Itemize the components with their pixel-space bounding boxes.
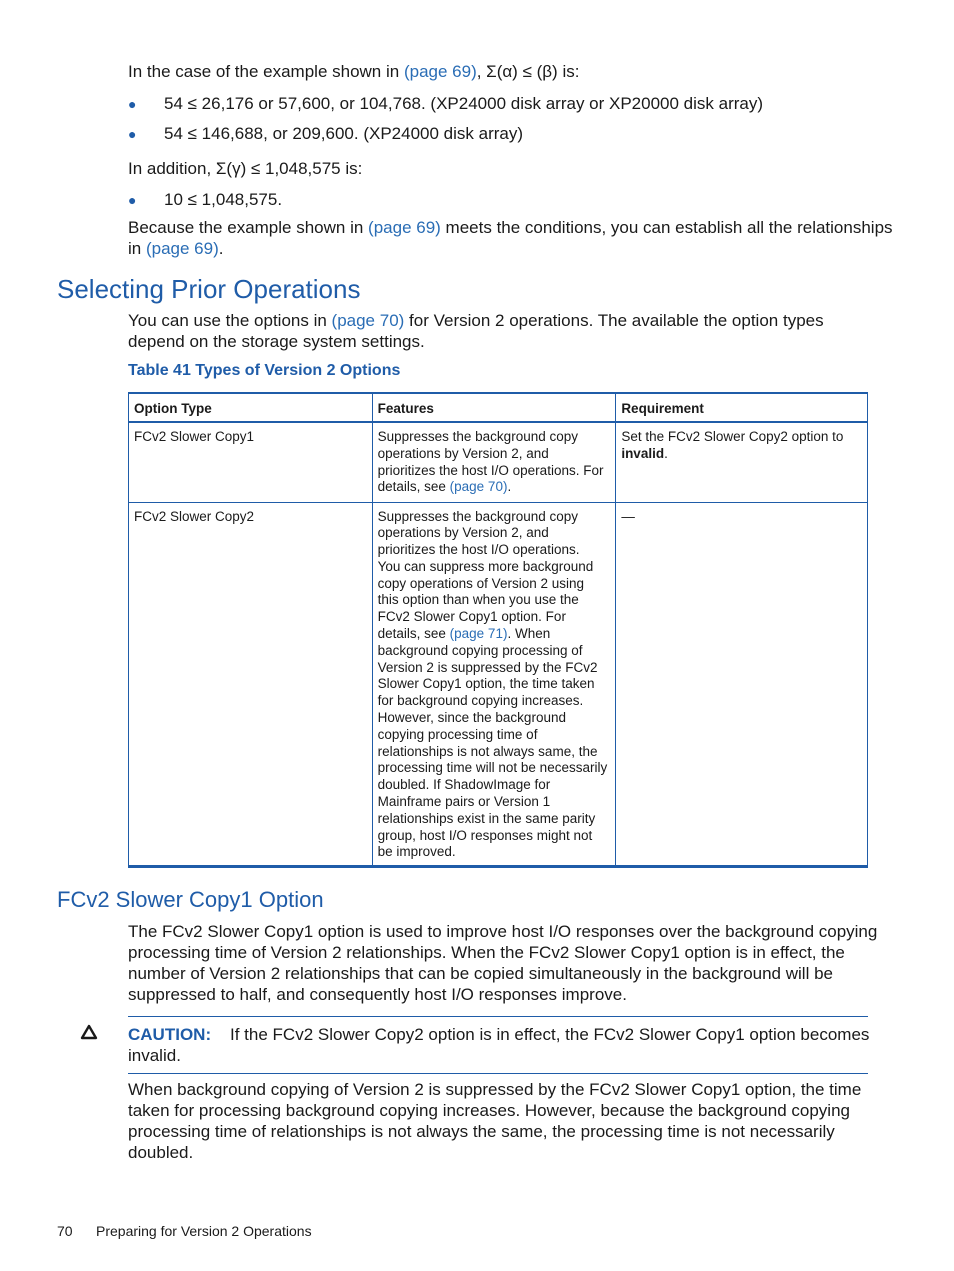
cell-requirement: — bbox=[616, 502, 868, 866]
column-header-features: Features bbox=[372, 393, 616, 422]
cell-text: processing time will not be necessarily bbox=[377, 760, 608, 776]
cell-text: FCv2 Slower Copy1 option. For bbox=[377, 609, 566, 625]
bullet-icon: ● bbox=[128, 96, 137, 112]
section-text: for Version 2 operations. The available the option types bbox=[404, 311, 824, 330]
cell-text: relationships is not always same, the bbox=[377, 743, 598, 759]
intro-paragraph-2: In addition, Σ(γ) ≤ 1,048,575 is: bbox=[128, 159, 363, 178]
list-item-text: 10 ≤ 1,048,575. bbox=[164, 190, 283, 209]
cell-text: . bbox=[664, 445, 668, 461]
subsection-title: FCv2 Slower Copy1 Option bbox=[57, 887, 324, 912]
page-link[interactable]: (page 69) bbox=[368, 218, 441, 237]
cell-text: . When bbox=[507, 626, 551, 642]
intro-text: Because the example shown in bbox=[128, 218, 369, 237]
cell-text: Mainframe pairs or Version 1 bbox=[377, 794, 551, 810]
intro-text: , Σ(α) ≤ (β) is: bbox=[476, 62, 580, 81]
cell-text: this option than when you use the bbox=[377, 592, 579, 608]
page-link[interactable]: (page 71) bbox=[449, 626, 508, 642]
intro-paragraph bbox=[128, 61, 579, 82]
table-row bbox=[129, 422, 868, 502]
cell-text: group, host I/O responses might not bbox=[377, 827, 593, 843]
bullet-icon: ● bbox=[128, 126, 137, 142]
options-table bbox=[128, 392, 868, 868]
page-number: 70 bbox=[57, 1223, 73, 1239]
caution-top-rule bbox=[128, 1016, 868, 1017]
list-item-text: 54 ≤ 146,688, or 209,600. (XP24000 disk array) bbox=[164, 124, 524, 143]
cell-text: details, see bbox=[377, 626, 450, 642]
cell-option-type: FCv2 Slower Copy1 bbox=[129, 422, 373, 502]
cell-text: However, since the background bbox=[377, 710, 566, 726]
intro-paragraph-3 bbox=[128, 217, 893, 259]
cell-features bbox=[372, 422, 616, 502]
cell-text: Slower Copy1 option, the time taken bbox=[377, 676, 595, 692]
page-link[interactable]: (page 70) bbox=[331, 311, 405, 330]
paragraph-line: taken for processing background copying increases. However, because the background copying bbox=[128, 1101, 850, 1120]
paragraph-line: suppressed to half, and consequently host I/O responses improve. bbox=[128, 985, 627, 1004]
cell-text: Version 2 is suppressed by the FCv2 bbox=[377, 659, 598, 675]
cell-text: copy operations of Version 2 using bbox=[377, 575, 584, 591]
intro-text: In the case of the example shown in bbox=[128, 62, 404, 81]
intro-text: meets the conditions, you can establish all the relationships bbox=[440, 218, 893, 237]
cell-text: . bbox=[507, 479, 512, 495]
caution-text: If the FCv2 Slower Copy2 option is in effect, the FCv2 Slower Copy1 option becomes bbox=[230, 1025, 870, 1044]
cell-requirement bbox=[616, 422, 868, 502]
section-title: Selecting Prior Operations bbox=[57, 274, 361, 304]
table-row bbox=[129, 502, 868, 866]
cell-option-type: FCv2 Slower Copy2 bbox=[129, 502, 373, 866]
column-header-requirement: Requirement bbox=[616, 393, 868, 422]
section-text: You can use the options in bbox=[128, 311, 332, 330]
paragraph-line: The FCv2 Slower Copy1 option is used to improve host I/O responses over the background copying bbox=[128, 922, 878, 941]
list-item bbox=[128, 123, 136, 145]
intro-text: in bbox=[128, 239, 146, 258]
cell-text: relationships exist in the same parity bbox=[377, 810, 596, 826]
cell-text: Set the FCv2 Slower Copy2 option to bbox=[621, 429, 844, 444]
page-link[interactable]: (page 69) bbox=[403, 62, 477, 81]
paragraph-line: number of Version 2 relationships that can be copied simultaneously in the background will be bbox=[128, 964, 833, 983]
page-link[interactable]: (page 69) bbox=[145, 239, 219, 258]
intro-text: . bbox=[218, 239, 224, 258]
section-paragraph bbox=[128, 310, 824, 352]
paragraph-line: processing time of Version 2 relationships. When the FCv2 Slower Copy1 option is in effect, the bbox=[128, 943, 845, 962]
caution-text: invalid. bbox=[128, 1046, 181, 1065]
cell-text: Suppresses the background copy bbox=[377, 429, 578, 444]
cell-text: prioritizes the host I/O operations. bbox=[377, 542, 580, 558]
table-header-row bbox=[129, 393, 868, 422]
cell-text: details, see bbox=[377, 479, 450, 495]
cell-text: prioritizes the host I/O operations. For bbox=[377, 462, 604, 478]
cell-features bbox=[372, 502, 616, 866]
cell-text: operations by Version 2, and bbox=[377, 525, 549, 541]
cell-text: operations by Version 2, and bbox=[377, 445, 549, 461]
cell-text: for background copying increases. bbox=[377, 693, 584, 709]
bullet-icon: ● bbox=[128, 192, 137, 208]
caution-label: CAUTION: bbox=[128, 1025, 212, 1044]
cell-text: be improved. bbox=[377, 844, 456, 860]
footer-chapter: Preparing for Version 2 Operations bbox=[96, 1223, 312, 1239]
column-header-option-type: Option Type bbox=[129, 393, 373, 422]
paragraph-line: doubled. bbox=[128, 1143, 194, 1162]
paragraph-line: When background copying of Version 2 is suppressed by the FCv2 Slower Copy1 option, the time bbox=[128, 1080, 862, 1099]
subsection-paragraph-2 bbox=[128, 1079, 861, 1163]
list-item bbox=[128, 93, 136, 115]
caution-note bbox=[128, 1024, 869, 1066]
caution-icon bbox=[80, 1024, 98, 1045]
cell-text: You can suppress more background bbox=[377, 558, 594, 574]
table-caption: Table 41 Types of Version 2 Options bbox=[128, 362, 401, 379]
caution-bottom-rule bbox=[128, 1073, 868, 1074]
subsection-paragraph bbox=[128, 921, 877, 1005]
cell-text: copying processing time of bbox=[377, 726, 538, 742]
list-item-text: 54 ≤ 26,176 or 57,600, or 104,768. (XP24000 disk array or XP20000 disk array) bbox=[164, 94, 764, 113]
cell-text-bold: invalid bbox=[621, 445, 665, 461]
cell-text: doubled. If ShadowImage for bbox=[377, 777, 551, 793]
paragraph-line: processing time of relationships is not always the same, the processing time is not necessarily bbox=[128, 1122, 835, 1141]
list-item bbox=[128, 189, 136, 211]
cell-text: Suppresses the background copy bbox=[377, 508, 578, 524]
cell-text: background copying processing of bbox=[377, 642, 583, 658]
section-text: depend on the storage system settings. bbox=[128, 332, 425, 351]
page-link[interactable]: (page 70) bbox=[449, 479, 508, 495]
